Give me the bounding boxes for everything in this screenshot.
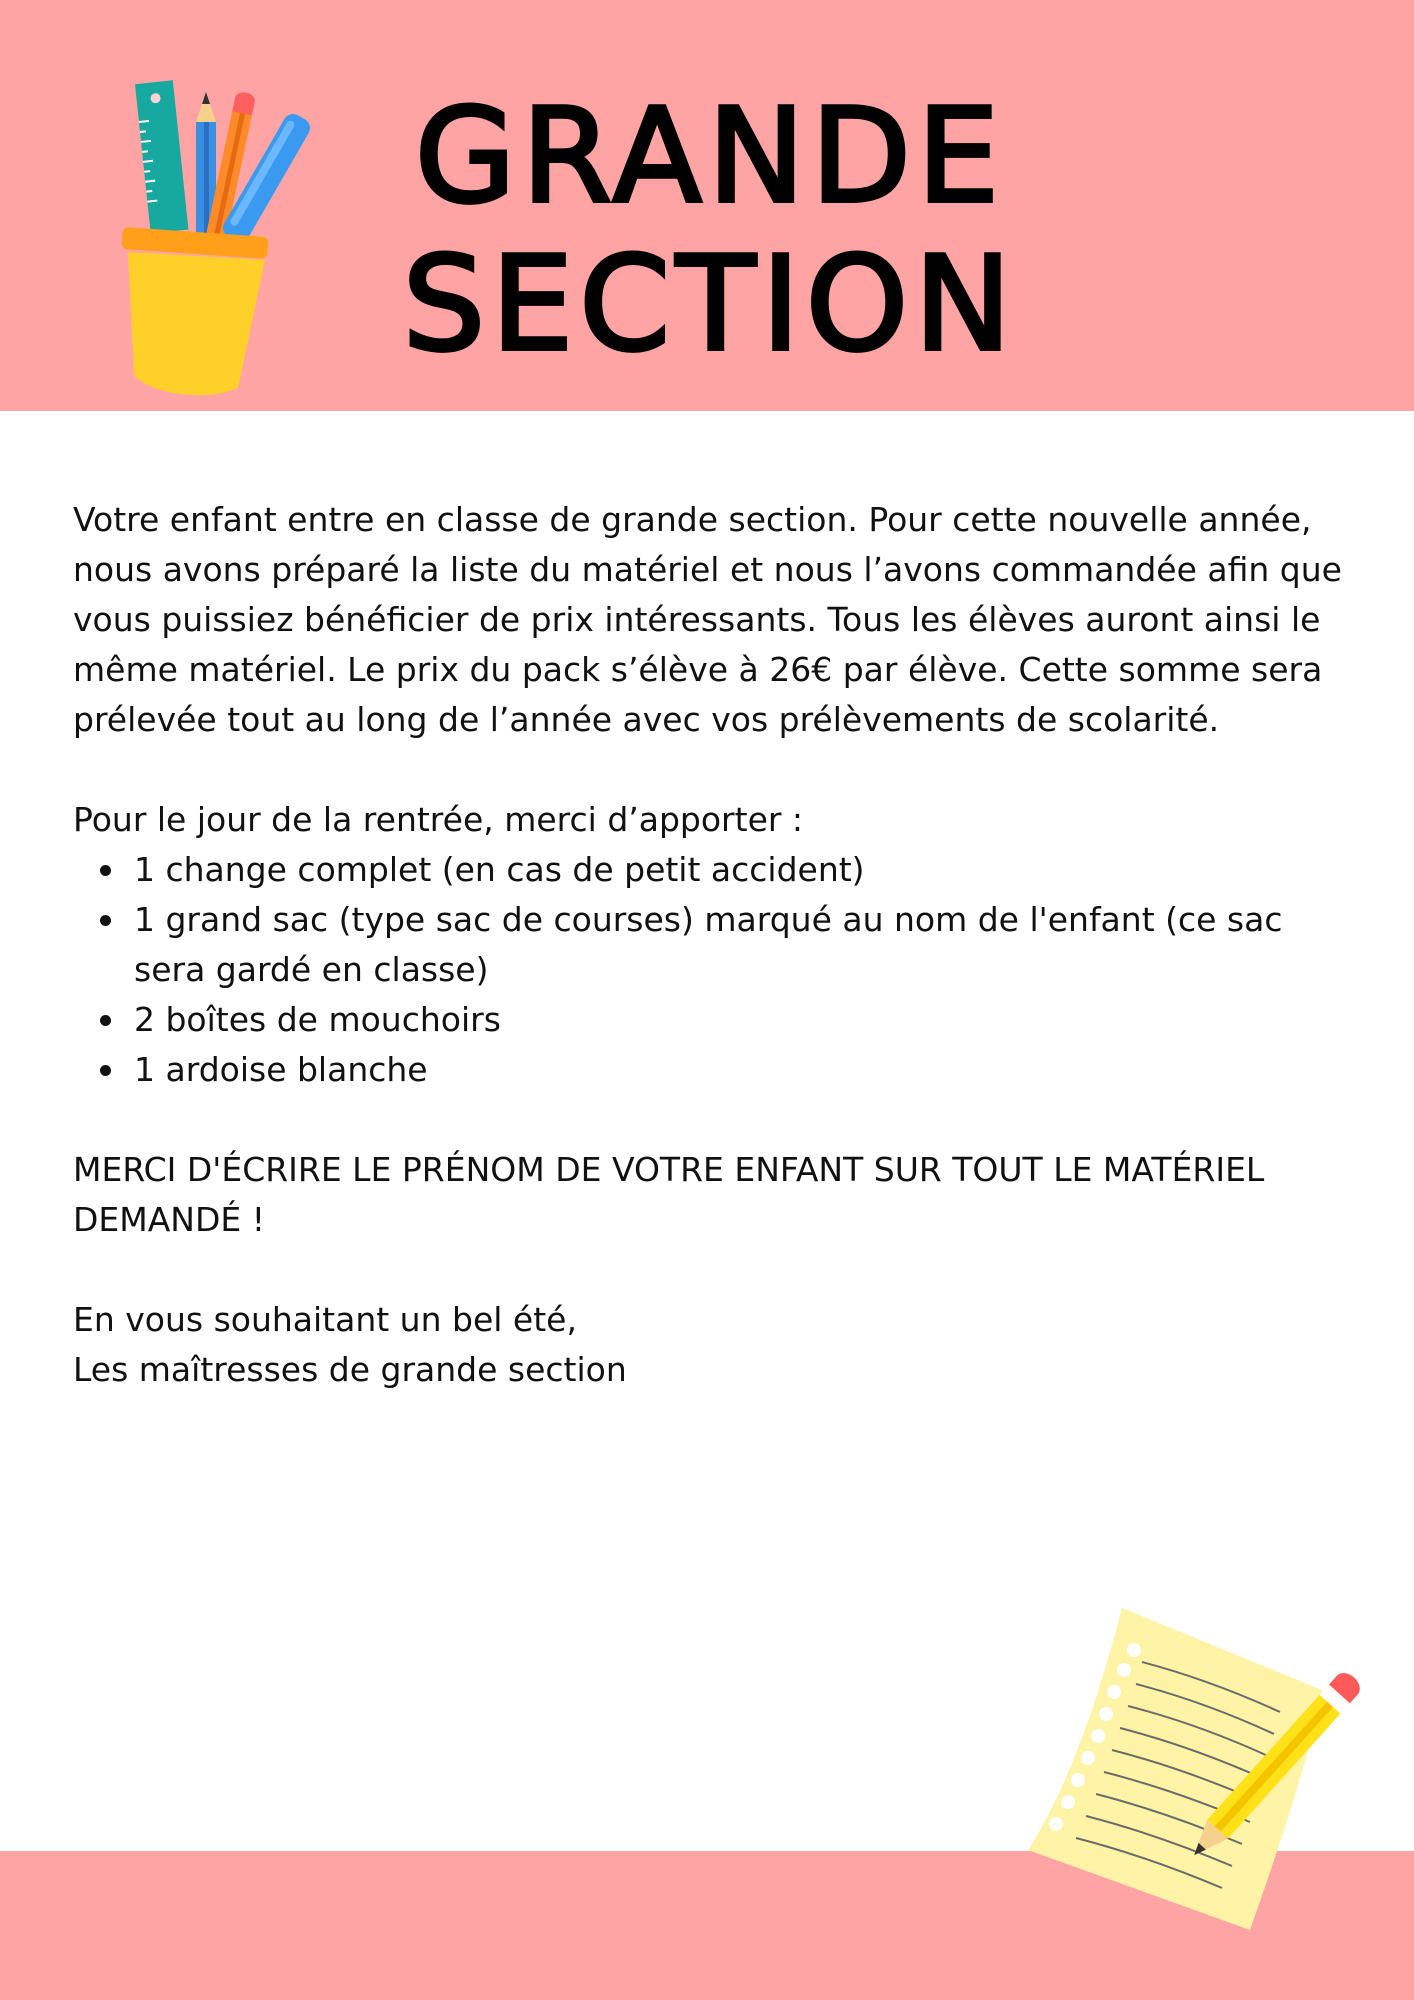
letter-body [73, 495, 1353, 1395]
notepad-pencil-icon [1010, 1600, 1380, 1940]
pencil-cup-icon [120, 70, 330, 410]
spacer [73, 745, 1353, 795]
supplies-list [73, 845, 1353, 1095]
list-item: 1 grand sac (type sac de courses) marqué au nom de l'enfant (ce sac sera gardé en classe) [134, 895, 1353, 995]
spacer [73, 1095, 1353, 1145]
intro-paragraph: Votre enfant entre en classe de grande section. Pour cette nouvelle année, nous avons préparé la liste du matériel et nous l’avons commandée afin que vous puissiez bénéficier de prix intéressants. Tous les élèves auront ainsi le même matériel. Le prix du pack s’élève à 26€ par élève. Cette somme sera prélevée tout au long de l’année avec vos prélèvements de scolarité. [73, 500, 1342, 739]
list-item: 1 change complet (en cas de petit accident) [134, 845, 1353, 895]
signature-text: Les maîtresses de grande section [73, 1350, 627, 1389]
page-title [300, 82, 1120, 378]
title-line-1: GRANDE [414, 80, 1006, 232]
list-item: 1 ardoise blanche [134, 1045, 1353, 1095]
list-intro: Pour le jour de la rentrée, merci d’apporter : [73, 800, 804, 839]
list-item: 2 boîtes de mouchoirs [134, 995, 1353, 1045]
title-line-2: SECTION [402, 228, 1018, 380]
spacer [73, 1245, 1353, 1295]
notice-text: MERCI D'ÉCRIRE LE PRÉNOM DE VOTRE ENFANT SUR TOUT LE MATÉRIEL DEMANDÉ ! [73, 1150, 1265, 1239]
closing-text: En vous souhaitant un bel été, [73, 1300, 577, 1339]
